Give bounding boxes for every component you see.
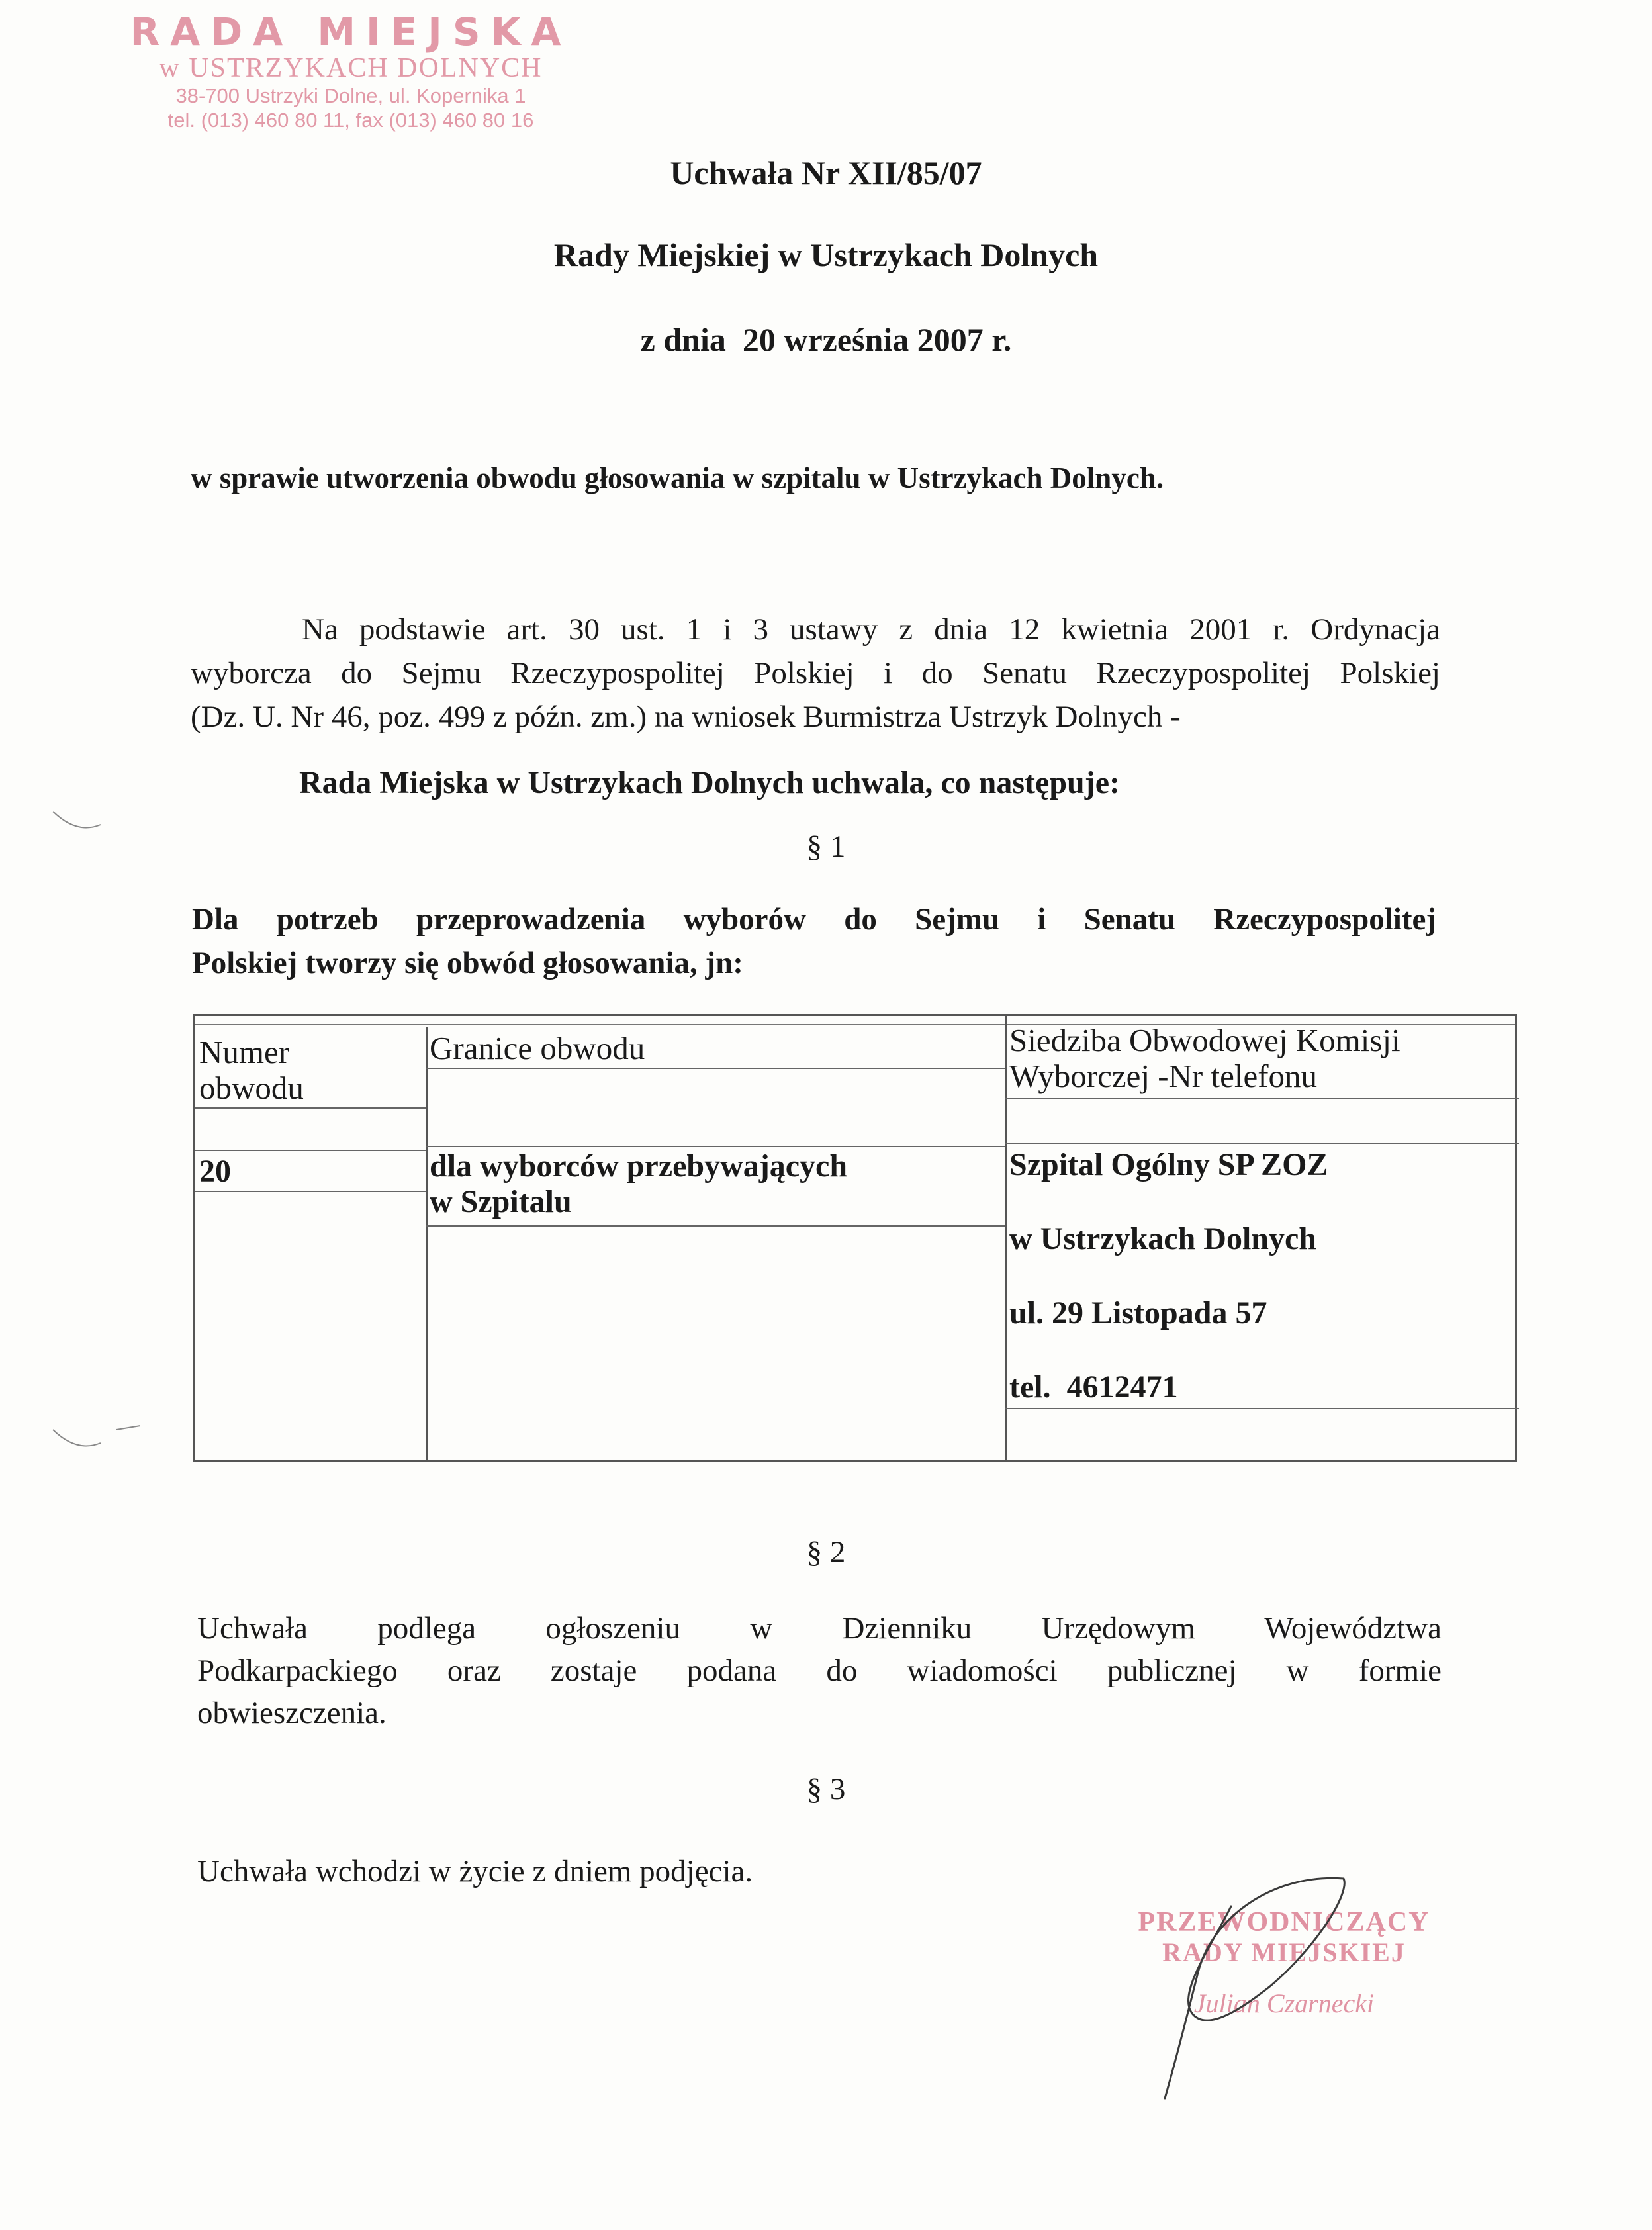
council-header-stamp xyxy=(119,9,582,132)
handwritten-signature xyxy=(1152,1867,1363,2105)
seat-line-2: w Ustrzykach Dolnych xyxy=(1009,1221,1316,1256)
margin-punch-mark xyxy=(50,1423,143,1456)
table-rule xyxy=(426,1146,1005,1147)
district-number: 20 xyxy=(199,1154,231,1189)
boundary-line-2: w Szpitalu xyxy=(430,1184,572,1219)
header-number-line-2: obwodu xyxy=(199,1070,304,1106)
section-2-line-2: Podkarpackiego oraz zostaje podana do wiadomości publicznej w formie xyxy=(197,1653,1442,1688)
table-column-divider-1 xyxy=(426,1027,428,1460)
resolves-clause: Rada Miejska w Ustrzykach Dolnych uchwala, co następuje: xyxy=(299,765,1120,800)
section-2-text xyxy=(197,1607,1442,1734)
preamble xyxy=(191,608,1440,739)
margin-punch-mark xyxy=(50,805,103,838)
stamp-line-4: tel. (013) 460 80 11, fax (013) 460 80 16 xyxy=(167,108,534,132)
resolution-issuer: Rady Miejskiej w Ustrzykach Dolnych xyxy=(553,236,1099,273)
header-seat-line-2: Wyborczej -Nr telefonu xyxy=(1009,1058,1318,1094)
seat-line-3: ul. 29 Listopada 57 xyxy=(1009,1295,1267,1330)
section-1-text xyxy=(192,898,1436,985)
header-number xyxy=(199,1035,304,1106)
section-1-line-2: Polskiej tworzy się obwód głosowania, jn: xyxy=(192,946,743,980)
table-rule xyxy=(195,1150,426,1151)
section-1-line-1: Dla potrzeb przeprowadzenia wyborów do Sejmu i Senatu Rzeczypospolitej xyxy=(192,902,1436,937)
section-1-mark: § 1 xyxy=(806,829,846,864)
stamp-line-2: w USTRZYKACH DOLNYCH xyxy=(159,52,543,83)
district-boundaries xyxy=(430,1148,847,1220)
commission-seat xyxy=(1009,1147,1328,1405)
signature-title-line-2: RADY MIEJSKIEJ xyxy=(1162,1937,1406,1967)
table-rule xyxy=(195,1191,426,1192)
resolution-date: z dnia 20 września 2007 r. xyxy=(640,321,1012,358)
table-column-divider-2 xyxy=(1005,1016,1007,1460)
header-commission-seat xyxy=(1009,1023,1400,1094)
header-seat-line-1: Siedziba Obwodowej Komisji xyxy=(1009,1022,1400,1058)
boundary-line-1: dla wyborców przebywających xyxy=(430,1148,848,1184)
signature-title-line-1: PRZEWODNICZĄCY xyxy=(1138,1907,1430,1937)
table-rule xyxy=(426,1068,1005,1069)
table-rule xyxy=(195,1107,426,1109)
stamp-line-1: RADA MIEJSKA xyxy=(130,9,572,54)
table-rule xyxy=(1005,1143,1519,1144)
header-number-line-1: Numer xyxy=(199,1034,290,1070)
preamble-line-3: (Dz. U. Nr 46, poz. 499 z późn. zm.) na wniosek Burmistrza Ustrzyk Dolnych - xyxy=(191,700,1181,734)
section-2-line-1: Uchwała podlega ogłoszeniu w Dzienniku Urzędowym Województwa xyxy=(197,1611,1442,1646)
section-2-line-3: obwieszczenia. xyxy=(197,1696,387,1730)
table-rule xyxy=(426,1225,1005,1227)
resolution-number: Uchwała Nr XII/85/07 xyxy=(670,154,982,191)
stamp-line-3: 38-700 Ustrzyki Dolne, ul. Kopernika 1 xyxy=(175,83,526,107)
preamble-line-1: Na podstawie art. 30 ust. 1 i 3 ustawy z dnia 12 kwietnia 2001 r. Ordynacja xyxy=(302,612,1440,647)
polling-district-table xyxy=(193,1014,1517,1462)
table-rule xyxy=(1005,1408,1519,1409)
seat-line-1: Szpital Ogólny SP ZOZ xyxy=(1009,1147,1328,1182)
resolution-subject: w sprawie utworzenia obwodu głosowania w szpitalu w Ustrzykach Dolnych. xyxy=(191,461,1164,494)
section-3-mark: § 3 xyxy=(806,1772,846,1806)
seat-line-4: tel. 4612471 xyxy=(1009,1370,1178,1405)
section-3-text: Uchwała wchodzi w życie z dniem podjęcia. xyxy=(197,1854,753,1888)
section-2-mark: § 2 xyxy=(806,1535,846,1569)
preamble-line-2: wyborcza do Sejmu Rzeczypospolitej Polskiej i do Senatu Rzeczypospolitej Polskiej xyxy=(191,656,1440,690)
signatory-name: Julian Czarnecki xyxy=(1193,1988,1375,2018)
table-rule xyxy=(1005,1098,1519,1099)
header-boundaries: Granice obwodu xyxy=(430,1030,645,1066)
